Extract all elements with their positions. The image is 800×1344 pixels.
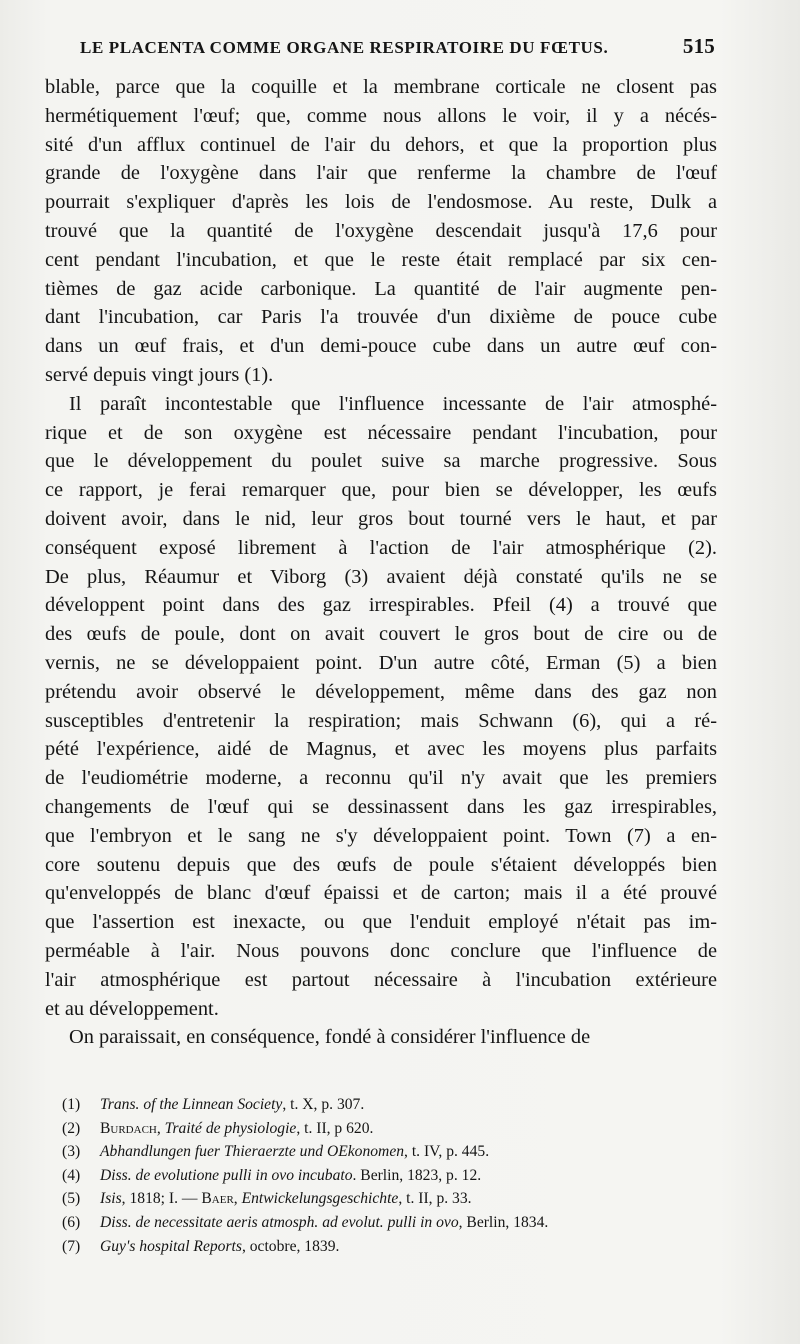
text-line: vernis, ne se développaient point. D'un autre côté, Erman (5) a bien bbox=[45, 651, 717, 674]
text-line: l'air atmosphérique est partout nécessaire à l'incubation extérieure bbox=[45, 968, 717, 991]
footnote-text: , 1818; I. — bbox=[121, 1190, 202, 1208]
running-header bbox=[80, 34, 715, 64]
footnote-text: Diss. de evolutione pulli in ovo incubato bbox=[100, 1166, 353, 1184]
footnote-text: Guy's hospital Reports bbox=[100, 1237, 242, 1255]
text-line: pété l'expérience, aidé de Magnus, et avec les moyens plus parfaits bbox=[45, 738, 717, 761]
footnote bbox=[62, 1093, 722, 1117]
text-line: que l'embryon et le sang ne s'y développaient point. Town (7) a en- bbox=[45, 824, 717, 847]
text-line: conséquent exposé librement à l'action de l'air atmosphérique (2). bbox=[45, 536, 717, 559]
text-line: De plus, Réaumur et Viborg (3) avaient déjà constaté qu'ils ne se bbox=[45, 565, 717, 588]
footnote-number: (3) bbox=[62, 1143, 81, 1161]
text-line: On paraissait, en conséquence, fondé à considérer l'influence de bbox=[69, 1026, 591, 1049]
paragraph bbox=[45, 1023, 717, 1052]
paragraph bbox=[45, 73, 717, 390]
footnote-text: , t. II, p. 33. bbox=[398, 1190, 472, 1208]
footnote bbox=[62, 1164, 722, 1188]
footnote-text: , Berlin, 1834. bbox=[458, 1213, 549, 1231]
text-line: qu'enveloppés de blanc d'œuf épaissi et de carton; mais il a été prouvé bbox=[45, 882, 717, 905]
footnote-text: , bbox=[156, 1119, 165, 1137]
text-line: et au développement. bbox=[45, 997, 219, 1020]
text-line: sité d'un afflux continuel de l'air du dehors, et que la proportion plus bbox=[45, 133, 717, 156]
text-line: perméable à l'air. Nous pouvons donc conclure que l'influence de bbox=[45, 939, 717, 962]
footnote-text: , t. IV, p. 445. bbox=[404, 1143, 490, 1161]
footnote-number: (4) bbox=[62, 1166, 81, 1184]
text-line: hermétiquement l'œuf; que, comme nous allons le voir, il y a nécés- bbox=[45, 104, 717, 127]
footnote-text: Traité de physiologie bbox=[164, 1119, 297, 1137]
footnote-text: , t. X, p. 307. bbox=[282, 1096, 365, 1113]
text-line: core soutenu depuis que des œufs de poule s'étaient développés bien bbox=[45, 853, 717, 876]
running-title: LE PLACENTA COMME ORGANE RESPIRATOIRE DU FŒTUS. bbox=[80, 38, 609, 57]
footnote-number: (5) bbox=[62, 1190, 81, 1208]
text-line: de l'eudiométrie moderne, a reconnu qu'il n'y avait que les premiers bbox=[45, 767, 717, 790]
body-text bbox=[45, 73, 717, 1052]
footnote-number: (1) bbox=[62, 1096, 81, 1113]
footnotes bbox=[62, 1093, 722, 1258]
footnote-number: (7) bbox=[62, 1237, 81, 1255]
footnote bbox=[62, 1187, 722, 1211]
text-line: dant l'incubation, car Paris l'a trouvée d'un dixième de pouce cube bbox=[45, 306, 717, 329]
footnote-text: Isis bbox=[100, 1190, 122, 1208]
text-line: grande de l'oxygène dans l'air que renferme la chambre de l'œuf bbox=[45, 162, 717, 185]
footnote-text: Trans. of the Linnean Society bbox=[100, 1096, 283, 1113]
footnote-text: Burdach bbox=[100, 1119, 157, 1137]
footnote bbox=[62, 1117, 722, 1141]
footnote-text: , bbox=[233, 1190, 242, 1208]
text-line: que l'assertion est inexacte, ou que l'enduit employé n'était pas im- bbox=[45, 911, 717, 934]
footnote-text: Baer bbox=[201, 1190, 234, 1208]
text-line: servé depuis vingt jours (1). bbox=[45, 363, 274, 386]
text-line: doivent avoir, dans le nid, leur gros bout tourné vers le haut, et par bbox=[45, 507, 717, 530]
text-line: développent point dans des gaz irrespirables. Pfeil (4) a trouvé que bbox=[45, 594, 717, 617]
footnote-text: Abhandlungen fuer Thieraerzte und OEkonomen bbox=[100, 1143, 405, 1161]
footnote bbox=[62, 1211, 722, 1235]
text-line: susceptibles d'entretenir la respiration; mais Schwann (6), qui a ré- bbox=[45, 709, 717, 732]
text-line: ce rapport, je ferai remarquer que, pour bien se développer, les œufs bbox=[45, 479, 717, 502]
footnote bbox=[62, 1140, 722, 1164]
text-line: que le développement du poulet suive sa marche progressive. Sous bbox=[45, 450, 717, 473]
text-line: blable, parce que la coquille et la membrane corticale ne closent pas bbox=[45, 76, 717, 98]
text-line: dans un œuf frais, et d'un demi-pouce cube dans un autre œuf con- bbox=[45, 335, 717, 358]
text-line: tièmes de gaz acide carbonique. La quantité de l'air augmente pen- bbox=[45, 277, 717, 300]
footnote-text: , octobre, 1839. bbox=[241, 1237, 340, 1255]
text-line: changements de l'œuf qui se dessinassent dans les gaz irrespirables, bbox=[45, 795, 717, 818]
page-number: 515 bbox=[682, 34, 715, 58]
footnote-text: Diss. de necessitate aeris atmosph. ad evolut. pulli in ovo bbox=[100, 1213, 459, 1231]
text-line: prétendu avoir observé le développement, même dans des gaz non bbox=[45, 680, 717, 703]
footnote-number: (6) bbox=[62, 1213, 81, 1231]
footnote-number: (2) bbox=[62, 1119, 81, 1137]
footnote-text: , t. II, p 620. bbox=[296, 1119, 374, 1137]
text-line: cent pendant l'incubation, et que le reste était remplacé par six cen- bbox=[45, 248, 717, 271]
text-line: trouvé que la quantité de l'oxygène descendait jusqu'à 17,6 pour bbox=[45, 219, 717, 242]
text-line: des œufs de poule, dont on avait couvert le gros bout de cire ou de bbox=[45, 623, 717, 646]
footnote-text: . Berlin, 1823, p. 12. bbox=[352, 1166, 482, 1184]
paragraph bbox=[45, 390, 717, 1024]
footnote bbox=[62, 1235, 722, 1259]
text-line: Il paraît incontestable que l'influence incessante de l'air atmosphé- bbox=[69, 392, 717, 415]
footnote-text: Entwickelungsgeschichte bbox=[241, 1190, 399, 1208]
text-line: pourrait s'expliquer d'après les lois de l'endosmose. Au reste, Dulk a bbox=[45, 191, 717, 214]
text-line: rique et de son oxygène est nécessaire pendant l'incubation, pour bbox=[45, 421, 717, 444]
